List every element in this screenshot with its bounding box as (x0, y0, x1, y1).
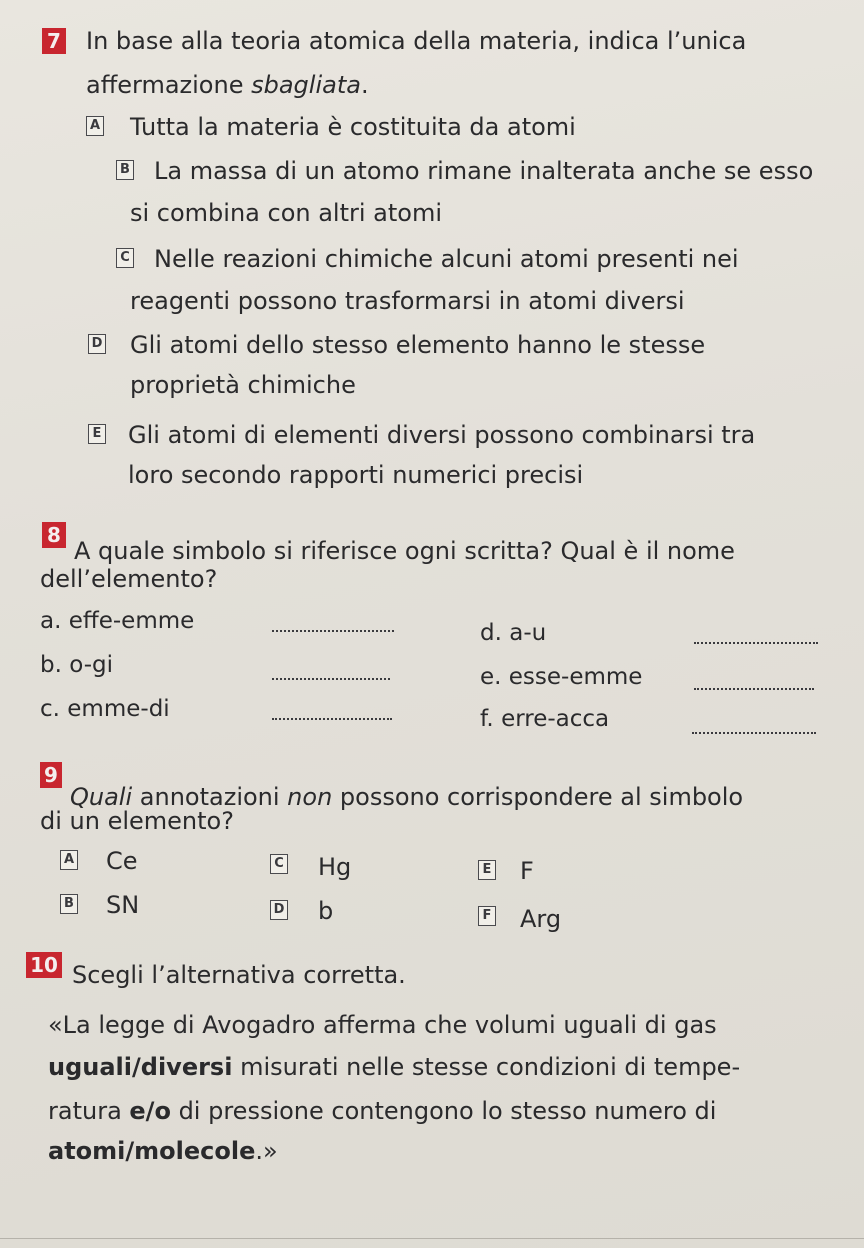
option-7c-text-line1: Nelle reazioni chimiche alcuni atomi presenti nei (154, 245, 739, 273)
question-10-text-line2: «La legge di Avogadro afferma che volumi uguali di gas (48, 1011, 717, 1039)
item-8e (480, 662, 642, 692)
question-9-text-line2: di un elemento? (40, 807, 234, 835)
question-9-text-line1: Quali annotazioni non possono corrispondere al simbolo (70, 783, 744, 811)
item-8f (480, 704, 609, 734)
option-7d-text-line2: proprietà chimiche (130, 371, 356, 399)
bottom-divider (0, 1238, 864, 1239)
item-8b-text: o-gi (69, 652, 114, 678)
question-7-text-line2: affermazione sbagliata. (86, 71, 369, 99)
answer-line-8a[interactable] (272, 630, 394, 632)
item-8b-label: b. (40, 652, 62, 678)
item-8c-text: emme-di (67, 696, 170, 722)
item-8d-text: a-u (509, 620, 547, 646)
option-9a-text: Ce (106, 847, 138, 875)
answer-line-8f[interactable] (692, 732, 816, 734)
question-10-text-line1: Scegli l’alternativa corretta. (72, 961, 406, 989)
item-8d (480, 618, 546, 648)
option-7a-text: Tutta la materia è costituita da atomi (130, 113, 576, 141)
option-9c-box[interactable]: C (270, 854, 288, 874)
item-8a-text: effe-emme (68, 608, 195, 634)
answer-line-8c[interactable] (272, 718, 392, 720)
option-7b-text-line2: si combina con altri atomi (130, 199, 443, 227)
option-9a-box[interactable]: A (60, 850, 78, 870)
item-8e-label: e. (480, 664, 502, 690)
item-8a (40, 606, 194, 636)
option-7b-box[interactable]: B (116, 160, 134, 180)
option-7b-text-line1: La massa di un atomo rimane inalterata anche se esso (154, 157, 814, 185)
question-7-number: 7 (42, 28, 66, 54)
option-7e-text-line2: loro secondo rapporti numerici precisi (128, 461, 584, 489)
option-9b-text: SN (106, 891, 140, 919)
option-7d-box[interactable]: D (88, 334, 106, 354)
option-9f-box[interactable]: F (478, 906, 496, 926)
question-7-text-line1: In base alla teoria atomica della materia, indica l’unica (86, 27, 747, 55)
item-8e-text: esse-emme (508, 664, 643, 690)
question-10-number: 10 (26, 952, 62, 978)
option-9f-text: Arg (520, 905, 562, 933)
question-8-text-line2: dell’elemento? (40, 565, 218, 593)
answer-line-8e[interactable] (694, 688, 814, 690)
option-7e-box[interactable]: E (88, 424, 106, 444)
choice-e-o[interactable]: e/o (129, 1097, 171, 1125)
question-8-text-line1: A quale simbolo si riferisce ogni scritta? Qual è il nome (74, 537, 735, 565)
choice-uguali-diversi[interactable]: uguali/diversi (48, 1053, 233, 1081)
item-8c (40, 694, 170, 724)
option-9b-box[interactable]: B (60, 894, 78, 914)
option-9c-text: Hg (318, 853, 352, 881)
option-7e-text-line1: Gli atomi di elementi diversi possono combinarsi tra (128, 421, 756, 449)
answer-line-8b[interactable] (272, 678, 390, 680)
item-8a-label: a. (40, 608, 62, 634)
option-7d-text-line1: Gli atomi dello stesso elemento hanno le stesse (130, 331, 706, 359)
option-7a-box[interactable]: A (86, 116, 104, 136)
question-8-number: 8 (42, 522, 66, 548)
question-10-text-line3: uguali/diversi misurati nelle stesse condizioni di tempe- (48, 1053, 741, 1081)
question-10-text-line4: ratura e/o di pressione contengono lo stesso numero di (48, 1097, 717, 1125)
option-9e-text: F (520, 857, 534, 885)
option-7c-box[interactable]: C (116, 248, 134, 268)
question-10-text-line5: atomi/molecole.» (48, 1137, 278, 1165)
item-8d-label: d. (480, 620, 502, 646)
item-8f-text: erre-acca (501, 706, 610, 732)
item-8f-label: f. (480, 706, 494, 732)
option-9d-box[interactable]: D (270, 900, 288, 920)
item-8c-label: c. (40, 696, 60, 722)
option-9e-box[interactable]: E (478, 860, 496, 880)
question-9-number: 9 (40, 762, 62, 788)
item-8b (40, 650, 113, 680)
choice-atomi-molecole[interactable]: atomi/molecole (48, 1137, 256, 1165)
option-9d-text: b (318, 897, 334, 925)
answer-line-8d[interactable] (694, 642, 818, 644)
option-7c-text-line2: reagenti possono trasformarsi in atomi diversi (130, 287, 685, 315)
